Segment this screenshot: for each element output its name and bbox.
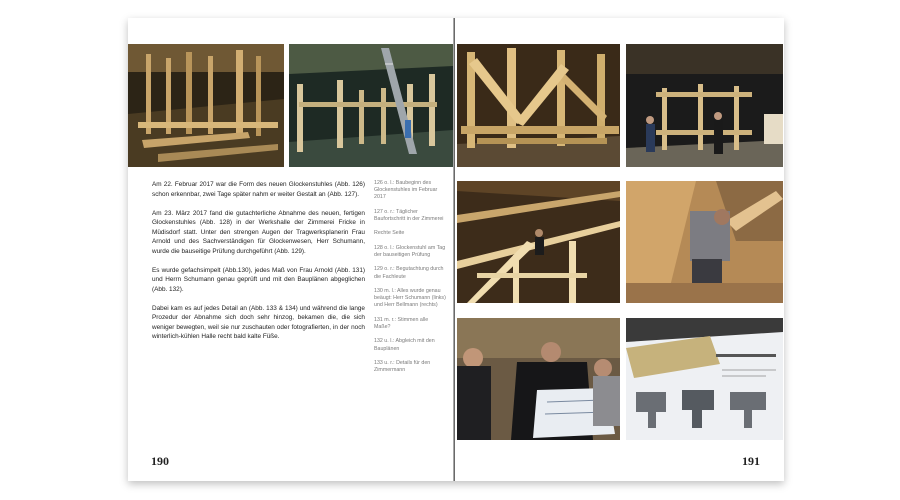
caption: 132 u. l.: Abgleich mit den Bauplänen bbox=[374, 338, 435, 352]
right-page bbox=[455, 18, 784, 481]
photo-glockenstuhl-pruefung bbox=[457, 44, 620, 167]
photo-baufortschritt-zimmerei bbox=[289, 44, 453, 167]
caption-heading: Rechte Seite bbox=[374, 230, 405, 237]
photo-fachleute bbox=[457, 181, 620, 303]
caption: 131 m. r.: Stimmen alle Maße? bbox=[374, 316, 429, 330]
photo-herr-schumann bbox=[626, 181, 783, 303]
photo-begutachtung bbox=[626, 44, 783, 167]
photo-details-zimmermann bbox=[626, 318, 783, 440]
book-spread bbox=[128, 18, 784, 481]
caption: 129 o. r.: Begutachtung durch die Fachleute bbox=[374, 266, 444, 280]
body-text bbox=[152, 180, 365, 351]
page-number-right: 191 bbox=[742, 454, 760, 468]
caption: 128 o. l.: Glockenstuhl am Tag der bauseitigen Prüfung bbox=[374, 244, 446, 258]
paragraph: Dabei kam es auf jedes Detail an (Abb. 133 & 134) und während die lange Prozedur der Abnahme sich doch sehr hinzog, bekamen die, die sich weniger bewegten, weil sie nur zuschauten oder fotografierten, in der noch winterlich-kühlen Halle recht bald kalte Füße. bbox=[152, 304, 365, 340]
caption: 133 u. r.: Details für den Zimmermann bbox=[374, 359, 431, 374]
photo-glockenstuhl-baubeginn bbox=[128, 44, 284, 167]
caption: 127 o. r.: Täglicher Baufortschritt in der Zimmerei bbox=[374, 208, 444, 222]
paragraph: Am 23. März 2017 fand die gutachterliche Abnahme des neuen, fertigen Glockenstuhles (Abb. 128) in der Werkshalle der Zimmerei Fricke in Müdisdorf statt. Unter den strengen Augen der Tragwerksplanerin Frau Arnold und des Sachverständigen für Glockenwesen, Herr Schumann, wurde die bauseitige Prüfung durchgeführt (Abb. 129). bbox=[152, 209, 365, 255]
photo-bauplaene bbox=[457, 318, 620, 440]
caption-column bbox=[374, 180, 446, 382]
left-page bbox=[128, 18, 455, 481]
caption: 130 m. l.: Alles wurde genau beäugt: Herr Schumann (links) und Herr Bellmann (rechts) bbox=[374, 287, 446, 309]
paragraph: Es wurde gefachsimpelt (Abb.130), jedes Maß von Frau Arnold (Abb. 131) und Herrn Schumann genau geprüft und mit den Bauplänen abgeglichen (Abb. 132). bbox=[152, 266, 365, 293]
paragraph: Am 22. Februar 2017 war die Form des neuen Glockenstuhles (Abb. 126) schon erkennbar, zwei Tage später nahm er weiter Gestalt an (Abb. 127). bbox=[152, 181, 365, 198]
caption: 126 o. l.: Baubeginn des Glockenstuhles im Februar 2017 bbox=[374, 180, 438, 201]
page-number-left: 190 bbox=[151, 454, 169, 468]
